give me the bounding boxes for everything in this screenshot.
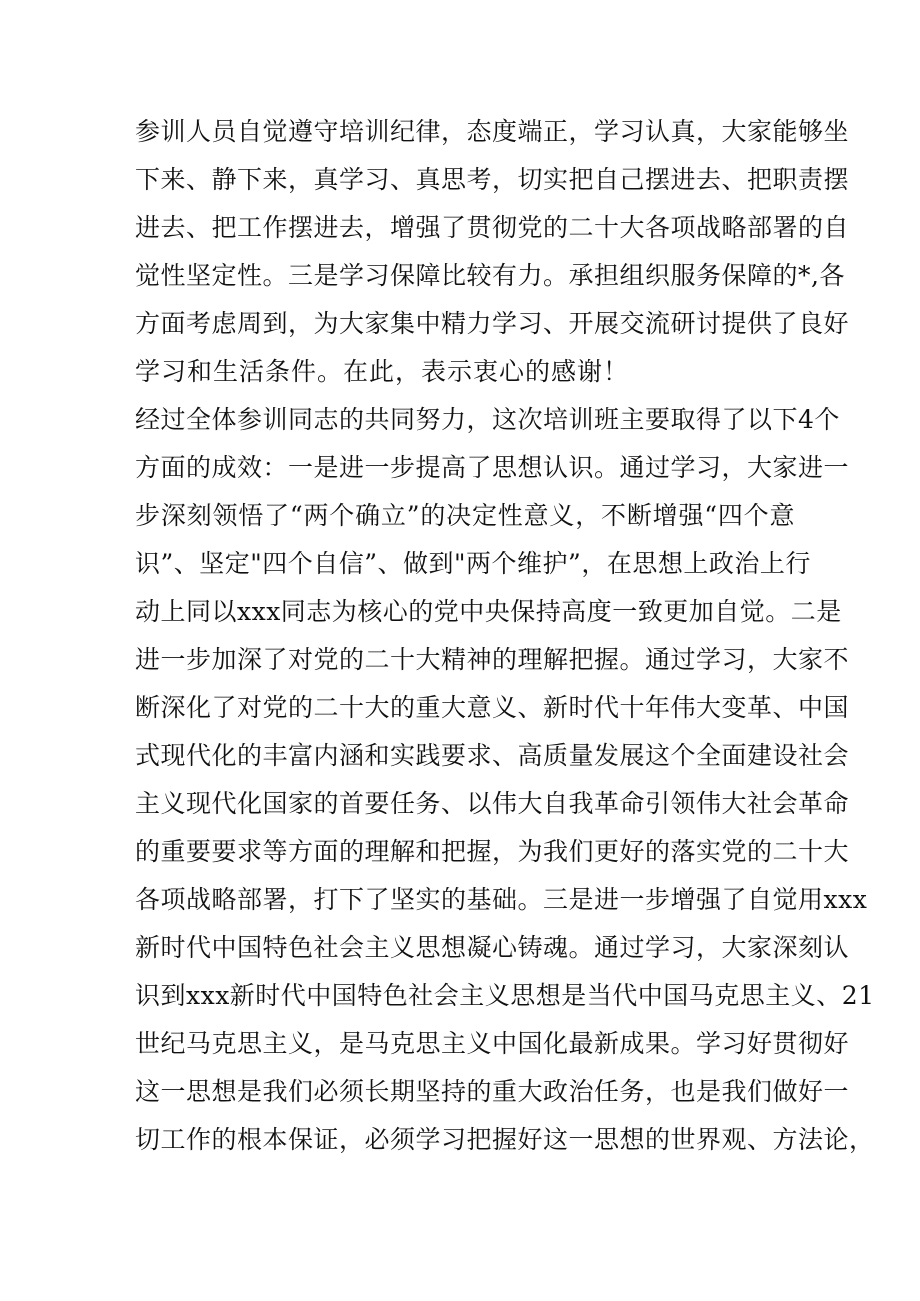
text-line: 这一思想是我们必须长期坚持的重大政治任务，也是我们做好一 xyxy=(135,1077,850,1106)
text-line: 下来、静下来，真学习、真思考，切实把自己摆进去、把职责摆 xyxy=(135,165,850,194)
text-line: 新时代中国特色社会主义思想凝心铸魂。通过学习，大家深刻认 xyxy=(135,933,850,962)
text-line: 方面考虑周到，为大家集中精力学习、开展交流研讨提供了良好 xyxy=(135,309,850,338)
text-line: 识”、坚定"四个自信”、做到"两个维护”，在思想上政治上行 xyxy=(135,549,811,578)
text-line: 学习和生活条件。在此，表示衷心的感谢！ xyxy=(135,357,630,386)
text-line: 的重要要求等方面的理解和把握，为我们更好的落实党的二十大 xyxy=(135,837,850,866)
text-line: 觉性坚定性。三是学习保障比较有力。承担组织服务保障的*,各 xyxy=(135,261,845,290)
text-line: 切工作的根本保证，必须学习把握好这一思想的世界观、方法论， xyxy=(135,1125,875,1154)
text-line: 各项战略部署，打下了坚实的基础。三是进一步增强了自觉用xxx xyxy=(135,885,868,914)
text-line: 方面的成效：一是进一步提高了思想认识。通过学习，大家进一 xyxy=(135,453,850,482)
text-line: 世纪马克思主义，是马克思主义中国化最新成果。学习好贯彻好 xyxy=(135,1029,850,1058)
body-text xyxy=(135,108,875,1164)
text-line: 识到xxx新时代中国特色社会主义思想是当代中国马克思主义、21 xyxy=(135,981,875,1010)
text-line: 式现代化的丰富内涵和实践要求、高质量发展这个全面建设社会 xyxy=(135,741,850,770)
text-line: 步深刻领悟了“两个确立”的决定性意义，不断增强“四个意 xyxy=(135,501,795,530)
text-line: 断深化了对党的二十大的重大意义、新时代十年伟大变革、中国 xyxy=(135,693,850,722)
text-line: 参训人员自觉遵守培训纪律，态度端正，学习认真，大家能够坐 xyxy=(135,117,850,146)
text-line: 动上同以xxx同志为核心的党中央保持高度一致更加自觉。二是 xyxy=(135,597,842,626)
text-line: 进一步加深了对党的二十大精神的理解把握。通过学习，大家不 xyxy=(135,645,850,674)
text-line: 主义现代化国家的首要任务、以伟大自我革命引领伟大社会革命 xyxy=(135,789,850,818)
text-line: 进去、把工作摆进去，增强了贯彻党的二十大各项战略部署的自 xyxy=(135,213,850,242)
text-line: 经过全体参训同志的共同努力，这次培训班主要取得了以下4个 xyxy=(135,405,840,434)
